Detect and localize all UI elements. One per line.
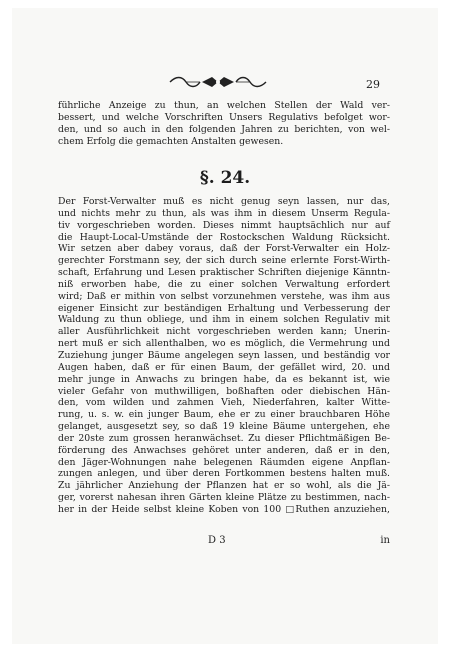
text-line: her in der Heide selbst kleine Koben von 100 □Ruthen anzuziehen, bbox=[58, 503, 390, 515]
text-line: gelanget, ausgesetzt sey, so daß 19 kleine Bäume untergehen, ehe bbox=[58, 421, 390, 433]
text-line: nert muß er sich allenthalben, wo es möglich, die Vermehrung und bbox=[58, 338, 390, 350]
text-line: die Haupt-Local-Umstände der Rostockschen Waldung Rücksicht. bbox=[58, 231, 390, 243]
catchword: in bbox=[380, 535, 390, 546]
section-heading: §. 24. bbox=[199, 168, 251, 188]
text-line: Waldung zu thun obliege, und ihm in einem solchen Regulativ mit bbox=[58, 314, 390, 326]
text-line: schaft, Erfahrung und Lesen praktischer Schriften diejenige Känntn- bbox=[58, 267, 390, 279]
text-line: den, und so auch in den folgenden Jahren zu berichten, von wel- bbox=[58, 123, 390, 135]
text-line: gerechter Forstmann sey, der sich durch seine erlernte Forst-Wirth- bbox=[58, 255, 390, 267]
page-footer bbox=[58, 535, 390, 549]
text-line: vieler Gefahr von muthwilligen, boßhaften oder diebischen Hän- bbox=[58, 385, 390, 397]
text-line: Zu jährlicher Anziehung der Pflanzen hat er so wohl, als die Jä- bbox=[58, 480, 390, 492]
text-line: Wir setzen aber dabey voraus, daß der Forst-Verwalter ein Holz- bbox=[58, 243, 390, 255]
text-line: Der Forst-Verwalter muß es nicht genug seyn lassen, nur das, bbox=[58, 196, 390, 207]
text-line: chem Erfolg die gemachten Anstalten gewesen. bbox=[58, 135, 284, 147]
text-line: ger, vorerst nahesan ihren Gärten kleine Plätze zu bestimmen, nach- bbox=[58, 492, 390, 504]
decorative-scroll-ornament-icon bbox=[168, 74, 268, 90]
page-number: 29 bbox=[366, 78, 380, 91]
text-line: aller Ausführlichkeit nicht vorgeschrieben werden kann; Unerin- bbox=[58, 326, 390, 338]
text-line: Zuziehung junger Bäume angelegen seyn lassen, und beständig vor bbox=[58, 349, 390, 361]
text-line: der 20ste zum grossen heranwächset. Zu dieser Pflichtmäßigen Be- bbox=[58, 432, 390, 444]
text-line: Augen haben, daß er für einen Baum, der gefället wird, 20. und bbox=[58, 361, 390, 373]
main-paragraph bbox=[58, 196, 390, 516]
text-line: niß erworben habe, die zu einer solchen Verwaltung erfordert bbox=[58, 278, 390, 290]
text-line: den Jäger-Wohnungen nahe belegenen Räumden eigene Anpflan- bbox=[58, 456, 390, 468]
text-line: zungen anlegen, und über deren Fortkommen bestens halten muß. bbox=[58, 468, 390, 480]
text-line: bessert, und welche Vorschriften Unsers Regulativs befolget wor- bbox=[58, 111, 390, 123]
text-line: wird; Daß er mithin von selbst vorzunehmen verstehe, was ihm aus bbox=[58, 290, 390, 302]
signature-mark: D 3 bbox=[208, 535, 226, 546]
top-paragraph bbox=[58, 100, 390, 147]
text-line: und nichts mehr zu thun, als was ihm in diesem Unserm Regula- bbox=[58, 207, 390, 219]
text-line: förderung des Anwachses gehöret unter anderen, daß er in den, bbox=[58, 444, 390, 456]
text-line: eigener Einsicht zur beständigen Erhaltung und Verbesserung der bbox=[58, 302, 390, 314]
text-line: den, vom wilden und zahmen Vieh, Niederfahren, kalter Witte- bbox=[58, 397, 390, 409]
text-line: tiv vorgeschrieben worden. Dieses nimmt hauptsächlich nur auf bbox=[58, 219, 390, 231]
text-line: rung, u. s. w. ein junger Baum, ehe er zu einer brauchbaren Höhe bbox=[58, 409, 390, 421]
text-line: führliche Anzeige zu thun, an welchen Stellen der Wald ver- bbox=[58, 100, 390, 111]
text-line: mehr junge in Anwachs zu bringen habe, da es bekannt ist, wie bbox=[58, 373, 390, 385]
